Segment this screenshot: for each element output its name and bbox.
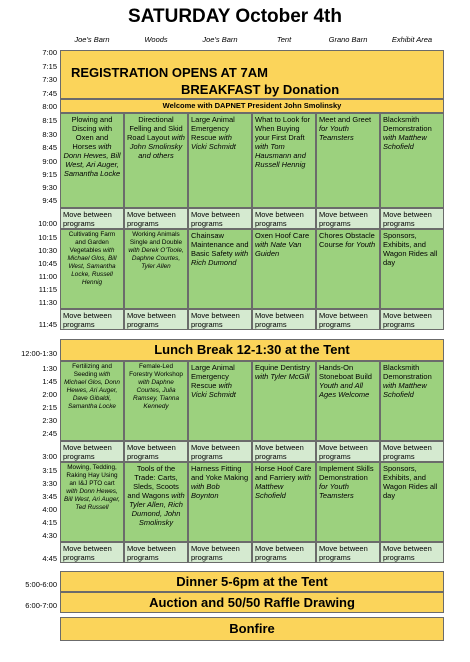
move-between-programs: Move between programs bbox=[188, 208, 252, 229]
time-label: 10:45 bbox=[38, 259, 57, 268]
time-label: 10:15 bbox=[38, 233, 57, 242]
cell-title: Equine Dentistry bbox=[255, 363, 311, 372]
cell-title: Mowing, Tedding, Raking Hay Using an I&J PTO cart bbox=[66, 464, 118, 487]
welcome-text: Welcome with DAPNET President John Smolinsky bbox=[162, 101, 342, 110]
cell-presenter: with Daphne Courtes, Julia Ramsey, Tianna Kennedy bbox=[133, 379, 179, 410]
session3-cell-4 bbox=[252, 361, 316, 441]
time-label: 11:30 bbox=[38, 298, 57, 307]
session1-cell-2 bbox=[124, 113, 188, 208]
session2-cell-5 bbox=[316, 229, 380, 309]
cell-presenter: with Rich Dumond bbox=[191, 249, 249, 267]
cell-presenter: for Youth Teamsters bbox=[319, 482, 354, 500]
move-between-programs: Move between programs bbox=[252, 441, 316, 462]
cell-title: Directional Felling and Skid Road Layout bbox=[127, 115, 183, 142]
column-header-tent: Tent bbox=[276, 35, 292, 44]
column-header-grano-barn: Grano Barn bbox=[328, 35, 368, 44]
move-between-programs: Move between programs bbox=[60, 441, 124, 462]
time-label: 12:00-1:30 bbox=[21, 349, 57, 358]
cell-title: Oxen Hoof Care bbox=[255, 231, 310, 240]
cell-presenter: with Tyler McGill bbox=[255, 372, 310, 381]
auction-text: Auction and 50/50 Raffle Drawing bbox=[149, 595, 355, 610]
cell-title: Female-Led Forestry Workshop bbox=[129, 363, 183, 378]
session3-cell-5 bbox=[316, 361, 380, 441]
cell-title: Meet and Greet bbox=[319, 115, 372, 124]
column-header-exhibit-area: Exhibit Area bbox=[391, 35, 433, 44]
time-label: 4:00 bbox=[42, 505, 57, 514]
time-label: 8:15 bbox=[42, 116, 57, 125]
move-between-programs: Move between programs bbox=[252, 542, 316, 563]
session4-cell-4 bbox=[252, 462, 316, 542]
move-between-programs: Move between programs bbox=[380, 441, 444, 462]
session2-cell-4 bbox=[252, 229, 316, 309]
time-label: 3:00 bbox=[42, 452, 57, 461]
time-label: 9:45 bbox=[42, 196, 57, 205]
cell-presenter: Youth and All Ages Welcome bbox=[319, 381, 370, 399]
move-between-programs: Move between programs bbox=[252, 309, 316, 330]
cell-presenter: with Donn Hewes, Bill West, Ari Auger, Ted Russell bbox=[64, 488, 120, 511]
column-header-joes-barn-1: Joe's Barn bbox=[74, 35, 110, 44]
time-label: 7:30 bbox=[42, 75, 57, 84]
move-between-programs: Move between programs bbox=[60, 309, 124, 330]
move-between-programs: Move between programs bbox=[252, 208, 316, 229]
cell-title: Hands-On Stoneboat Build bbox=[319, 363, 372, 381]
cell-title: Large Animal Emergency Rescue bbox=[191, 115, 235, 142]
column-header-joes-barn-2: Joe's Barn bbox=[202, 35, 238, 44]
session1-cell-5 bbox=[316, 113, 380, 208]
time-label: 7:00 bbox=[42, 48, 57, 57]
cell-presenter: with Nate Van Guiden bbox=[255, 240, 302, 258]
move-between-programs: Move between programs bbox=[124, 309, 188, 330]
cell-presenter: with Vicki Schmidt bbox=[191, 381, 236, 399]
time-label: 4:30 bbox=[42, 531, 57, 540]
cell-presenter: for Youth Teamsters bbox=[319, 124, 354, 142]
move-between-programs: Move between programs bbox=[380, 542, 444, 563]
time-label: 9:00 bbox=[42, 157, 57, 166]
welcome-band bbox=[60, 99, 444, 113]
cell-title: Chores Obstacle Course bbox=[319, 231, 375, 249]
time-label: 8:00 bbox=[42, 102, 57, 111]
time-label: 2:00 bbox=[42, 390, 57, 399]
cell-title: Large Animal Emergency Rescue bbox=[191, 363, 235, 390]
session1-cell-3 bbox=[188, 113, 252, 208]
lunch-text: Lunch Break 12-1:30 at the Tent bbox=[154, 342, 350, 357]
time-label: 3:45 bbox=[42, 492, 57, 501]
session2-cell-3 bbox=[188, 229, 252, 309]
time-label: 10:30 bbox=[38, 246, 57, 255]
cell-presenter: with Vicki Schmidt bbox=[191, 133, 236, 151]
cell-title: What to Look for When Buying your First Draft bbox=[255, 115, 311, 142]
time-label: 7:15 bbox=[42, 62, 57, 71]
move-between-programs: Move between programs bbox=[316, 309, 380, 330]
session4-cell-5 bbox=[316, 462, 380, 542]
bonfire-band bbox=[60, 617, 444, 641]
move-between-programs: Move between programs bbox=[316, 441, 380, 462]
cell-title: Sponsors, Exhibits, and Wagon Rides all day bbox=[383, 231, 438, 267]
time-label: 2:45 bbox=[42, 429, 57, 438]
session3-cell-2 bbox=[124, 361, 188, 441]
time-label: 11:00 bbox=[38, 272, 57, 281]
cell-title: Chainsaw Maintenance and Basic Safety bbox=[191, 231, 249, 258]
cell-presenter: with Michael Glos, Bill West, Samantha Locke, Russell Hennig bbox=[67, 247, 117, 286]
session2-cell-1 bbox=[60, 229, 124, 309]
time-label: 5:00-6:00 bbox=[25, 580, 57, 589]
lunch-band bbox=[60, 339, 444, 361]
time-label: 8:30 bbox=[42, 130, 57, 139]
move-between-programs: Move between programs bbox=[60, 542, 124, 563]
time-label: 1:45 bbox=[42, 377, 57, 386]
cell-title: Cultivating Farm and Garden Vegetables bbox=[68, 231, 116, 254]
cell-title: Tools of the Trade: Carts, Sleds, Scoots and Wagons bbox=[127, 464, 179, 500]
move-between-programs: Move between programs bbox=[380, 309, 444, 330]
cell-presenter: with Tyler Allen, Rich Dumond, John Smolinsky bbox=[129, 491, 185, 527]
cell-presenter: with Donn Hewes, Bill West, Ari Auger, Samantha Locke bbox=[63, 142, 121, 178]
session4-cell-2 bbox=[124, 462, 188, 542]
move-between-programs: Move between programs bbox=[60, 208, 124, 229]
time-label: 7:45 bbox=[42, 89, 57, 98]
cell-presenter: with Matthew Schofield bbox=[255, 473, 311, 500]
time-label: 11:45 bbox=[38, 320, 57, 329]
move-between-programs: Move between programs bbox=[316, 208, 380, 229]
session2-cell-6 bbox=[380, 229, 444, 309]
move-between-programs: Move between programs bbox=[380, 208, 444, 229]
time-label: 6:00-7:00 bbox=[25, 601, 57, 610]
time-label: 4:15 bbox=[42, 518, 57, 527]
column-header-woods: Woods bbox=[144, 35, 168, 44]
move-between-programs: Move between programs bbox=[188, 309, 252, 330]
time-label: 4:45 bbox=[42, 554, 57, 563]
session4-cell-6 bbox=[380, 462, 444, 542]
move-between-programs: Move between programs bbox=[316, 542, 380, 563]
time-label: 2:15 bbox=[42, 403, 57, 412]
cell-title: Blacksmith Demonstration bbox=[383, 363, 432, 381]
session2-cell-2 bbox=[124, 229, 188, 309]
cell-presenter: for Youth bbox=[345, 240, 376, 249]
move-between-programs: Move between programs bbox=[188, 441, 252, 462]
time-label: 3:15 bbox=[42, 466, 57, 475]
cell-title: Sponsors, Exhibits, and Wagon Rides all day bbox=[383, 464, 438, 500]
cell-presenter: with Bob Boynton bbox=[191, 482, 220, 500]
registration-text: REGISTRATION OPENS AT 7AM bbox=[71, 65, 268, 80]
cell-presenter: with John Smolinsky and others bbox=[129, 133, 185, 160]
breakfast-text: BREAKFAST by Donation bbox=[181, 82, 340, 97]
dinner-text: Dinner 5-6pm at the Tent bbox=[176, 574, 328, 589]
cell-presenter: with Matthew Schofield bbox=[383, 133, 427, 151]
time-label: 3:30 bbox=[42, 479, 57, 488]
auction-band bbox=[60, 592, 444, 613]
cell-title: Harness Fitting and Yoke Making bbox=[191, 464, 249, 482]
time-label: 9:30 bbox=[42, 183, 57, 192]
move-between-programs: Move between programs bbox=[124, 208, 188, 229]
cell-presenter: with Tom Hausmann and Russell Hennig bbox=[255, 142, 306, 169]
session3-cell-1 bbox=[60, 361, 124, 441]
dinner-band bbox=[60, 571, 444, 592]
cell-title: Working Animals Single and Double bbox=[129, 231, 183, 246]
time-label: 11:15 bbox=[38, 285, 57, 294]
session1-cell-1 bbox=[60, 113, 124, 208]
cell-title: Plowing and Discing with Oxen and Horses bbox=[71, 115, 113, 151]
time-label: 2:30 bbox=[42, 416, 57, 425]
cell-title: Implement Skills Demonstration bbox=[319, 464, 374, 482]
move-between-programs: Move between programs bbox=[124, 542, 188, 563]
session4-cell-3 bbox=[188, 462, 252, 542]
time-label: 10:00 bbox=[38, 219, 57, 228]
cell-presenter: with Matthew Schofield bbox=[383, 381, 427, 399]
session1-cell-6 bbox=[380, 113, 444, 208]
session4-cell-1 bbox=[60, 462, 124, 542]
time-label: 1:30 bbox=[42, 364, 57, 373]
move-between-programs: Move between programs bbox=[188, 542, 252, 563]
cell-presenter: with Michael Glos, Donn Hewes, Ari Auger, Dave Gibaldi, Samantha Locke bbox=[64, 371, 120, 410]
session3-cell-3 bbox=[188, 361, 252, 441]
cell-title: Horse Hoof Care and Farriery bbox=[255, 464, 312, 482]
cell-title: Fertilizing and Seeding bbox=[72, 363, 112, 378]
session3-cell-6 bbox=[380, 361, 444, 441]
cell-presenter: with Derek O'Toole, Daphne Courtes, Tyler Allen bbox=[128, 247, 184, 270]
move-between-programs: Move between programs bbox=[124, 441, 188, 462]
session1-cell-4 bbox=[252, 113, 316, 208]
time-label: 9:15 bbox=[42, 170, 57, 179]
bonfire-text: Bonfire bbox=[229, 621, 275, 636]
time-label: 8:45 bbox=[42, 143, 57, 152]
page-title: SATURDAY October 4th bbox=[128, 6, 342, 27]
registration-breakfast-band bbox=[60, 50, 444, 99]
cell-title: Blacksmith Demonstration bbox=[383, 115, 432, 133]
